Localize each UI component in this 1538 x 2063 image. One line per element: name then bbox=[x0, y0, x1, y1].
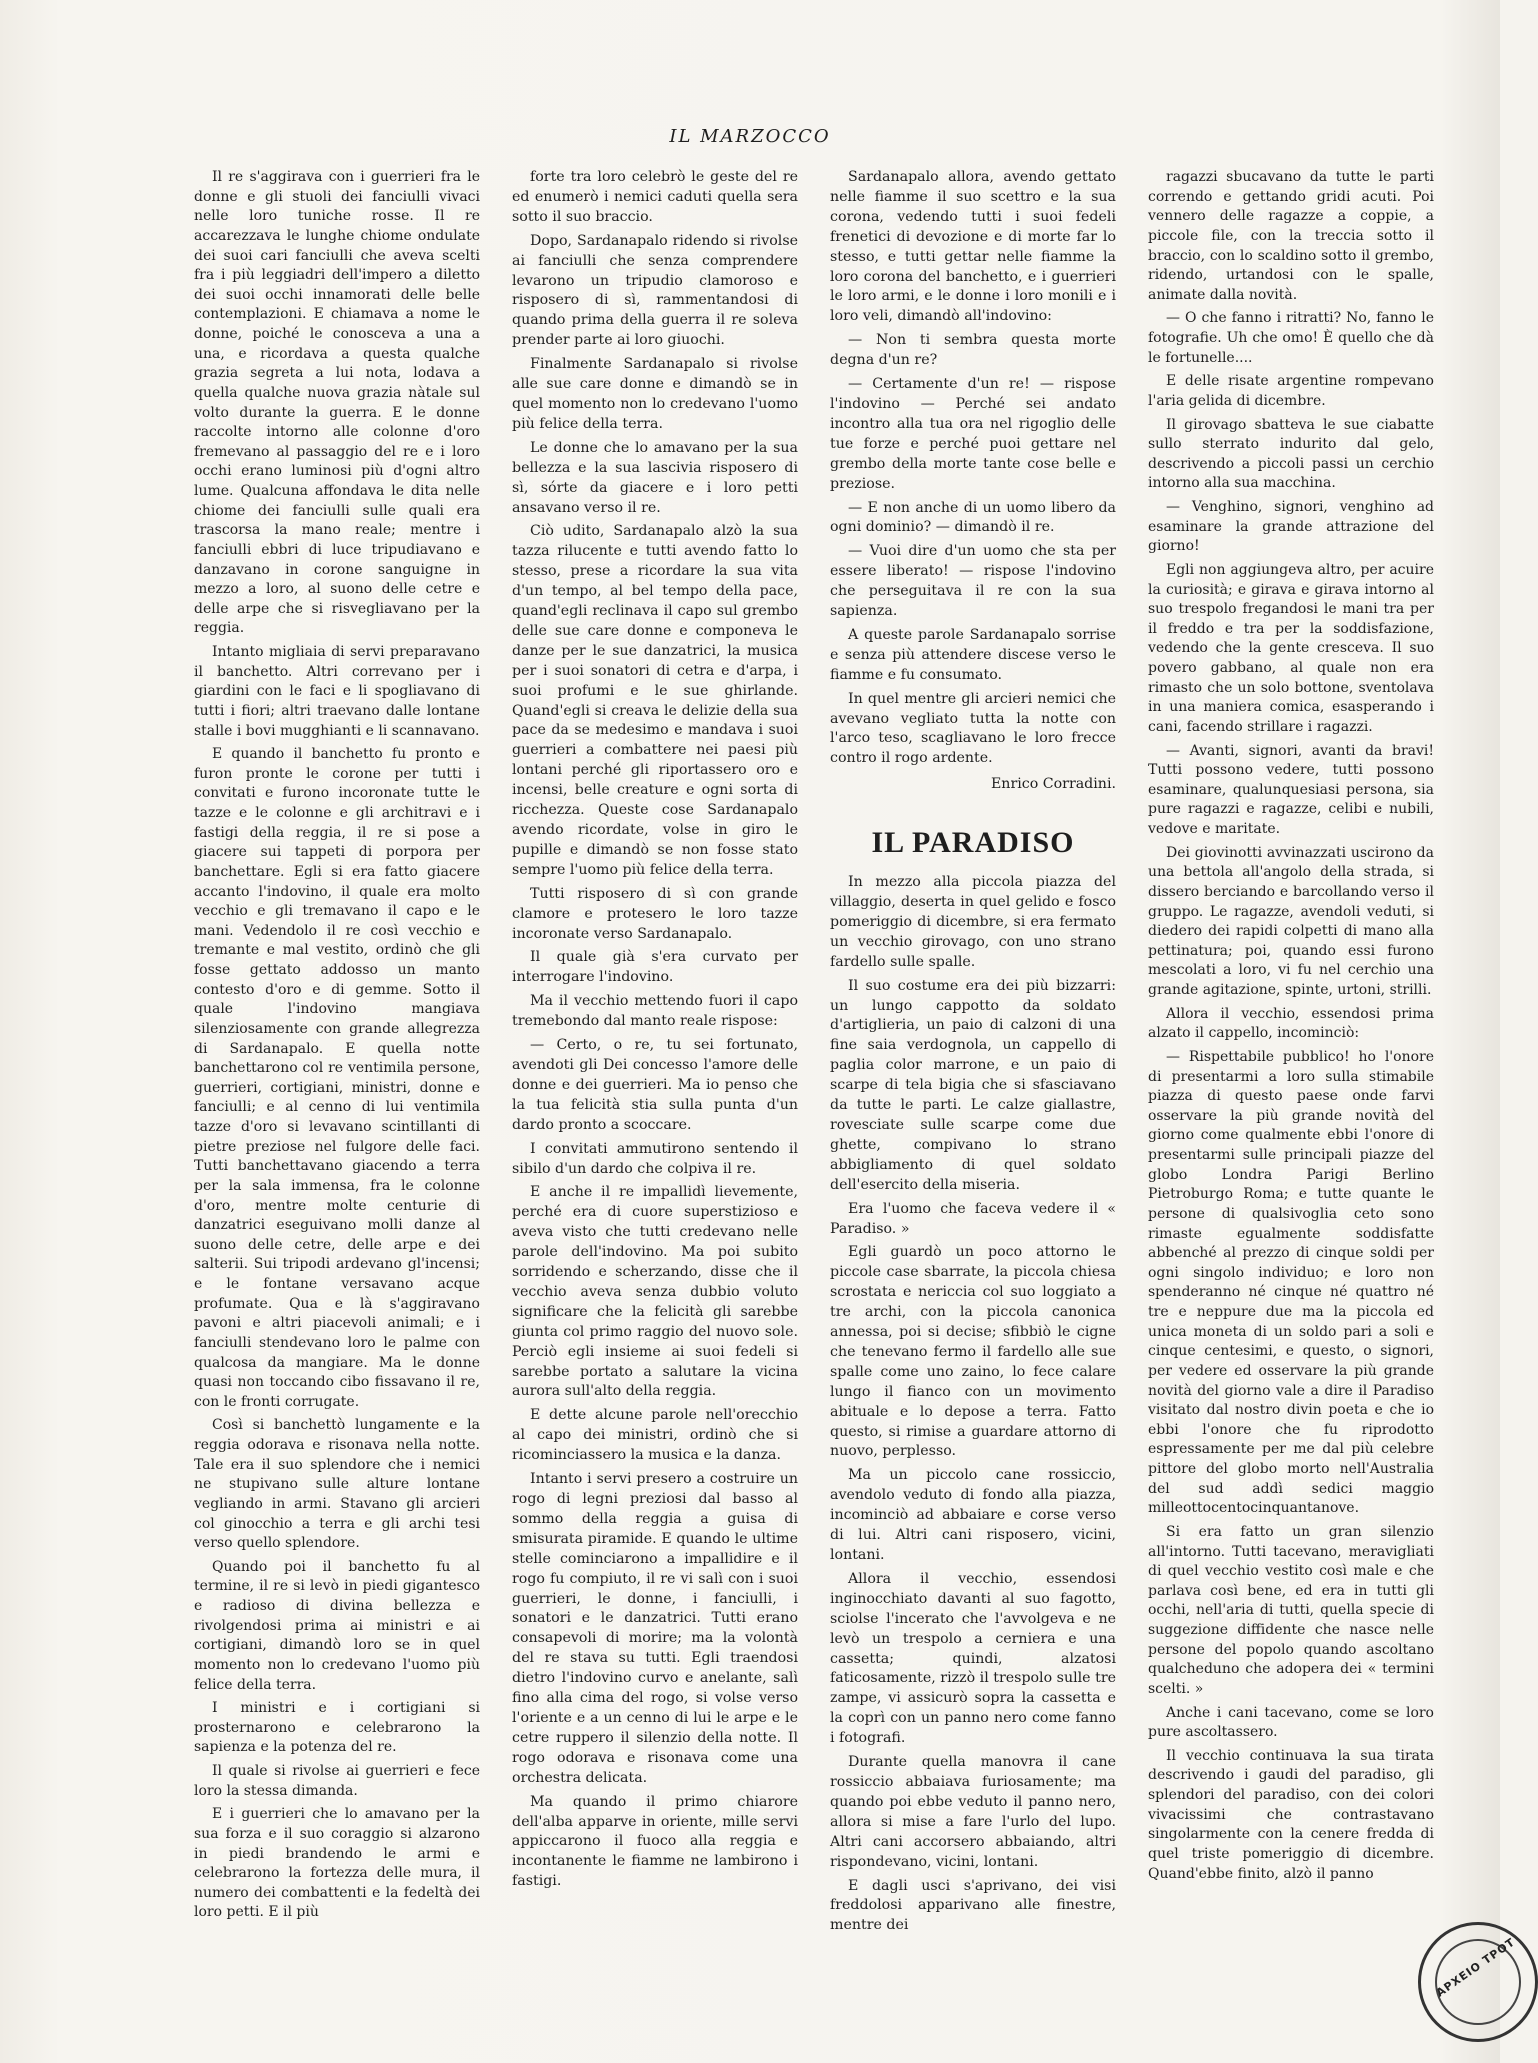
paragraph: Egli guardò un poco attorno le piccole case sbarrate, la piccola chiesa scrostata e nericcia col suo loggiato a tre archi, con la piccola canonica annessa, poi si decise; sfibbiò le cigne che tenevano fermo il fardello alle sue spalle come uno zaino, lo fece calare lungo il fianco con un movimento abituale e lo depose a terra. Fatto questo, si rimise a guardare attorno di nuovo, perplesso. bbox=[830, 1244, 1116, 1460]
paragraph: Intanto i servi presero a costruire un rogo di legni preziosi dal basso al sommo della reggia a guisa di smisurata piramide. E quando le ultime stelle cominciarono a impallidire e il rogo fu compiuto, il re vi salì con i suoi guerrieri, le donne, i fanciulli, i sonatori e le danzatrici. Tutti erano consapevoli di morire; ma la volontà del re stava su tutti. Egli traendosi dietro l'indovino curvo e anelante, salì fino alla cima del rogo, si volse verso l'oriente e a un cenno di lui le arpe e le cetre ruppero il silenzio della notte. Il rogo odorava e risonava come una orchestra delicata. bbox=[512, 1471, 798, 1786]
paragraph: Le donne che lo amavano per la sua bellezza e la sua lascivia risposero di sì, sórte da giacere e i loro petti ansavano verso il re. bbox=[512, 439, 798, 516]
paragraph: Il quale già s'era curvato per interrogare l'indovino. bbox=[512, 949, 798, 986]
paragraph: — O che fanno i ritratti? No, fanno le fotografie. Uh che omo! È quello che dà le fortunelle.... bbox=[1148, 310, 1434, 366]
paragraph: Sardanapalo allora, avendo gettato nelle fiamme il suo scettro e la sua corona, vedendo tutti i suoi fedeli frenetici di devozione e di morte far lo stesso, e tutti gettar nelle fiamme la loro corona del banchetto, e i guerrieri le loro armi, e le donne i loro monili e i loro veli, dimandò all'indovino: bbox=[830, 169, 1116, 325]
paragraph: Il girovago sbatteva le sue ciabatte sullo sterrato indurito dal gelo, descrivendo a piccoli passi un cerchio intorno alla sua macchina. bbox=[1148, 416, 1434, 492]
paragraph: E dagli usci s'aprivano, dei visi freddolosi apparivano alle finestre, mentre dei bbox=[830, 1877, 1116, 1934]
paragraph: — Certamente d'un re! — rispose l'indovino — Perché sei andato incontro alla tua ora nel rigoglio delle tue forze e perché puoi gettare nel grembo della morte tante cose belle e preziose. bbox=[830, 376, 1116, 492]
archive-stamp-text: ΑΡΧΕΙΟ ΤΡΟΤ bbox=[1433, 1935, 1518, 2000]
paragraph: — Rispettabile pubblico! ho l'onore di presentarmi a loro sulla stimabile piazza di questo paese onde farvi osservare la più grande novità del giorno come qualmente ebbi l'onore di presentarmi sulle principali piazze del globo Londra Parigi Berlino Pietroburgo Roma; e tutte quante le persone di qualsivoglia ceto sono rimaste egualmente soddisfatte abbenché al prezzo di cinque soldi per ogni singolo individuo; e loro non spenderanno né cinque né quattro né tre e neppure due ma la piccola ed unica moneta di un soldo pari a soli e cinque centesimi, e questo, o signori, per vedere ed osservare la più grande novità del giorno vale a dire il Paradiso visitato dal nostro divin poeta e che io ebbi l'onore che fu riprodotto espressamente per me dal più celebre pittore del globo morto nell'Australia del sud addì sedici maggio milleottocentocinquantanove. bbox=[1148, 1048, 1434, 1517]
paragraph: Tutti risposero di sì con grande clamore e protesero le loro tazze incoronate verso Sardanapalo. bbox=[512, 885, 798, 942]
paragraph: — E non anche di un uomo libero da ogni dominio? — dimandò il re. bbox=[830, 499, 1116, 536]
paragraph: Così si banchettò lungamente e la reggia odorava e risonava nella notte. Tale era il suo splendore che i nemici ne stupivano sulle alture lontane vegliando in armi. Stavano gli arcieri col ginocchio a terra e gli archi tesi verso quello splendore. bbox=[194, 1417, 480, 1552]
column-4 bbox=[1148, 168, 1434, 1888]
archive-stamp bbox=[1418, 1922, 1538, 2042]
paragraph: E anche il re impallidì lievemente, perché era di cuore superstizioso e aveva visto che tutti credevano nelle parole dell'indovino. Ma poi subito sorridendo e scherzando, disse che il vecchio aveva senza dubbio voluto significare che la felicità gli sarebbe giunta col primo raggio del nuovo sole. Perciò egli insieme ai suoi fedeli si sarebbe portato a salutare la vicina aurora sull'alto della reggia. bbox=[512, 1184, 798, 1400]
paragraph: — Avanti, signori, avanti da bravi! Tutti possono vedere, tutti possono esaminare, qualunquesiasi persona, sia pure ragazzi e ragazze, celibi e nubili, vedove e maritate. bbox=[1148, 742, 1434, 837]
paragraph: Anche i cani tacevano, come se loro pure ascoltassero. bbox=[1148, 1704, 1434, 1741]
author-signature: Enrico Corradini. bbox=[990, 776, 1116, 793]
column-3 bbox=[830, 168, 1116, 1940]
paragraph: Durante quella manovra il cane rossiccio abbaiava furiosamente; ma quando poi ebbe veduto il panno nero, allora si mise a fare l'urlo del lupo. Altri cani accorsero abbaiando, altri rispondevano, vicini, lontani. bbox=[830, 1754, 1116, 1870]
paragraph: Ma il vecchio mettendo fuori il capo tremebondo dal manto reale rispose: bbox=[512, 993, 798, 1030]
paragraph: Si era fatto un gran silenzio all'intorno. Tutti tacevano, meravigliati di quel vecchio vestito così male e che parlava così bene, ed era in tutti gli occhi, nell'aria di tutti, quella specie di suggezione diffidente che nasce nelle persone del popolo quando ascoltano qualcheduno che adopera dei « termini scelti. » bbox=[1148, 1523, 1434, 1697]
column-2 bbox=[512, 168, 798, 1896]
paragraph: Ma un piccolo cane rossiccio, avendolo veduto di fondo alla piazza, incominciò ad abbaiare e corse verso di lui. Altri cani risposero, vicini, lontani. bbox=[830, 1467, 1116, 1563]
paragraph: Dopo, Sardanapalo ridendo si rivolse ai fanciulli che senza comprendere levarono un tripudio clamoroso e risposero di sì, rammentandosi di quando prima della guerra il re soleva prender parte ai loro giuochi. bbox=[512, 232, 798, 349]
page-header: IL MARZOCCO bbox=[669, 126, 831, 147]
paragraph: Intanto migliaia di servi preparavano il banchetto. Altri correvano per i giardini con le faci e li spogliavano di tutti i fiori; altri traevano dalle lontane stalle i bovi mugghianti e li scannavano. bbox=[194, 644, 480, 739]
paragraph: Dei giovinotti avvinazzati uscirono da una bettola all'angolo della strada, si dissero berciando e barcollando verso il gruppo. Le ragazze, avendoli veduti, si diedero dei rapidi colpetti di mano alla pettinatura; poi, quando essi furono mescolati a loro, vi fu nel cerchio una grande agitazione, spinte, urtoni, strilli. bbox=[1148, 844, 1434, 998]
paragraph: In mezzo alla piccola piazza del villaggio, deserta in quel gelido e fosco pomeriggio di dicembre, si era fermato un vecchio girovago, con uno strano fardello sulle spalle. bbox=[830, 874, 1116, 970]
paragraph: Quando poi il banchetto fu al termine, il re si levò in piedi gigantesco e radioso di divina bellezza e rivolgendosi prima ai ministri e ai cortigiani, dimandò loro se in quel momento non lo credevano l'uomo più felice della terra. bbox=[194, 1558, 480, 1693]
paragraph: Allora il vecchio, essendosi prima alzato il cappello, incominciò: bbox=[1148, 1005, 1434, 1042]
paragraph: Era l'uomo che faceva vedere il « Paradiso. » bbox=[830, 1200, 1116, 1237]
paragraph: I ministri e i cortigiani si prosternarono e celebrarono la sapienza e la potenza del re. bbox=[194, 1700, 480, 1756]
paragraph: forte tra loro celebrò le geste del re ed enumerò i nemici caduti quella sera sotto il suo braccio. bbox=[512, 169, 798, 225]
paragraph: Ciò udito, Sardanapalo alzò la sua tazza rilucente e tutti avendo fatto lo stesso, prese a ricordare la sua vita d'un tempo, al bel tempo della pace, quand'egli reclinava il capo sul grembo delle sue care donne e componeva le danze per le sue danzatrici, la musica per i suoi sonatori di cetra e d'arpa, i suoi profumi e le sue ghirlande. Quand'egli si creava le delizie della sua pace da se medesimo e mandava i suoi guerrieri a combattere nei paesi più lontani perché gli riportassero oro e incensi, belle creature e ogni sorta di ricchezza. Queste cose Sardanapalo avendo ricordate, volse in giro le pupille e dimandò se non fosse stato sempre l'uomo più felice della terra. bbox=[512, 523, 798, 878]
paragraph: Il re s'aggirava con i guerrieri fra le donne e gli stuoli dei fanciulli vivaci nelle loro tuniche rosse. Il re accarezzava le lunghe chiome ondulate dei suoi cari fanciulli che aveva scelti fra i più leggiadri dell'impero a diletto dei suoi occhi innamorati delle belle contemplazioni. E chiamava a nome le donne, poiché le conosceva a una a una, e ricordava a questa qualche grazia segreta a lui nota, lodava a quella qualche nuova grazia nàtale sul volto durante la guerra. E le donne raccolte intorno alle colonne d'oro fremevano al passaggio del re e i loro occhi erano luminosi più d'ogni altro lume. Qualcuna affondava le dita nelle chiome dei fanciulli sulle quali era trascorsa la mano reale; mentre i fanciulli ebbri di luce tripudiavano e danzavano in corone sanguigne in mezzo a loro, al suono delle cetre e delle arpe che si risvegliavano per la reggia. bbox=[194, 169, 480, 637]
paragraph: Il vecchio continuava la sua tirata descrivendo i gaudi del paradiso, gli splendori del paradiso, con dei colori vivacissimi che contrastavano singolarmente con la cenere fredda di quel triste pomeriggio di dicembre. Quand'ebbe finito, alzò il panno bbox=[1148, 1747, 1434, 1882]
paragraph: E dette alcune parole nell'orecchio al capo dei ministri, ordinò che si ricominciassero la musica e la danza. bbox=[512, 1407, 798, 1464]
paragraph: A queste parole Sardanapalo sorrise e senza più attendere discese verso le fiamme e fu consumato. bbox=[830, 626, 1116, 683]
paragraph: E delle risate argentine rompevano l'aria gelida di dicembre. bbox=[1148, 373, 1434, 409]
paragraph: — Venghino, signori, venghino ad esaminare la grande attrazione del giorno! bbox=[1148, 499, 1434, 555]
paragraph: Allora il vecchio, essendosi inginocchiato davanti al suo fagotto, sciolse l'incerato che l'avvolgeva e ne levò un trespolo a cerniera e una cassetta; quindi, alzatosi faticosamente, rizzò il trespolo sulle tre zampe, vi assicurò sopra la cassetta e la coprì con un panno nero come fanno i fotografi. bbox=[830, 1570, 1116, 1747]
paragraph: Ma quando il primo chiarore dell'alba apparve in oriente, mille servi appiccarono il fuoco alla reggia e incontanente le fiamme ne lambirono i fastigi. bbox=[512, 1793, 798, 1890]
paragraph: E i guerrieri che lo amavano per la sua forza e il suo coraggio si alzarono in piedi brandendo le armi e celebrarono la fortezza delle mura, il numero dei combattenti e la fedeltà dei loro petti. E il più bbox=[194, 1806, 480, 1921]
paragraph: Il suo costume era dei più bizzarri: un lungo cappotto da soldato d'artiglieria, un paio di calzoni di una fine saia verdognola, un cappello di paglia color marrone, e un paio di scarpe di tela bigia che si sfasciavano da tutte le parti. Le calze giallastre, rovesciate sulle scarpe come due ghette, compivano lo strano abbigliamento di quel soldato dell'esercito della miseria. bbox=[830, 977, 1116, 1193]
paragraph: — Certo, o re, tu sei fortunato, avendoti gli Dei concesso l'amore delle donne e dei guerrieri. Ma io penso che la tua felicità stia sulla punta d'un dardo pronto a scoccare. bbox=[512, 1037, 798, 1133]
paragraph: — Non ti sembra questa morte degna d'un re? bbox=[830, 332, 1116, 369]
paragraph: E quando il banchetto fu pronto e furon pronte le corone per tutti i convitati e furono incoronate tutte le tazze e le colonne e gli architravi e i fastigi della reggia, il re si pose a giacere sui tappeti di porpora per banchettare. Egli si era fatto giacere accanto l'indovino, il quale era molto vecchio e gli tremavano il capo e le mani. Vedendolo il re così vecchio e tremante e mal vestito, ordinò che gli fosse gettato addosso un manto contesto d'oro e di gemme. Sotto il quale l'indovino mangiava silenziosamente con grande allegrezza di Sardanapalo. E quella notte banchettarono col re ventimila persone, guerrieri, cortigiani, ministri, donne e fanciulli; e al cenno di lui ventimila tazze d'oro si levavano scintillanti di pietre preziose nel fulgore delle faci. Tutti banchettavano giacendo a terra per la sala immensa, fra le colonne d'oro, mentre molte centurie di danzatrici eseguivano molli danze al suono delle cetre, delle arpe e dei salterii. Sui tripodi ardevano gl'incensi; e le fontane versavano acque profumate. Qua e là s'aggiravano pavoni e altri piacevoli animali; e i fanciulli stendevano loro le palme con qualcosa da mangiare. Ma le donne quasi non toccando cibo fissavano il re, con le fronti corrugate. bbox=[194, 746, 480, 1410]
column-1 bbox=[194, 168, 480, 1927]
paragraph: Il quale si rivolse ai guerrieri e fece loro la stessa dimanda. bbox=[194, 1763, 480, 1799]
paragraph: Finalmente Sardanapalo si rivolse alle sue care donne e dimandò se in quel momento non lo credevano l'uomo più felice della terra. bbox=[512, 356, 798, 432]
paragraph: — Vuoi dire d'un uomo che sta per essere liberato! — rispose l'indovino che perseguitava il re con la sua sapienza. bbox=[830, 543, 1116, 620]
paragraph: Egli non aggiungeva altro, per acuire la curiosità; e girava e girava intorno al suo trespolo fregandosi le mani tra per il freddo e tra per la soddisfazione, vedendo che la gente cresceva. Il suo povero gabbano, al quale non era rimasto che un solo bottone, sventolava in una maniera comica, esasperando i cani, facendo strillare i ragazzi. bbox=[1148, 561, 1434, 735]
paragraph: I convitati ammutirono sentendo il sibilo d'un dardo che colpiva il re. bbox=[512, 1140, 798, 1177]
article-title: IL PARADISO bbox=[871, 826, 1075, 860]
paragraph: In quel mentre gli arcieri nemici che avevano vegliato tutta la notte con l'arco teso, scagliavano le loro frecce contro il rogo ardente. bbox=[830, 690, 1116, 767]
paragraph: ragazzi sbucavano da tutte le parti correndo e gettando gridi acuti. Poi vennero delle ragazze a coppie, a piccole file, con la treccia sotto il braccio, con lo scaldino sotto il grembo, ridendo, urtandosi con le spalle, animate dalla novità. bbox=[1148, 169, 1434, 303]
